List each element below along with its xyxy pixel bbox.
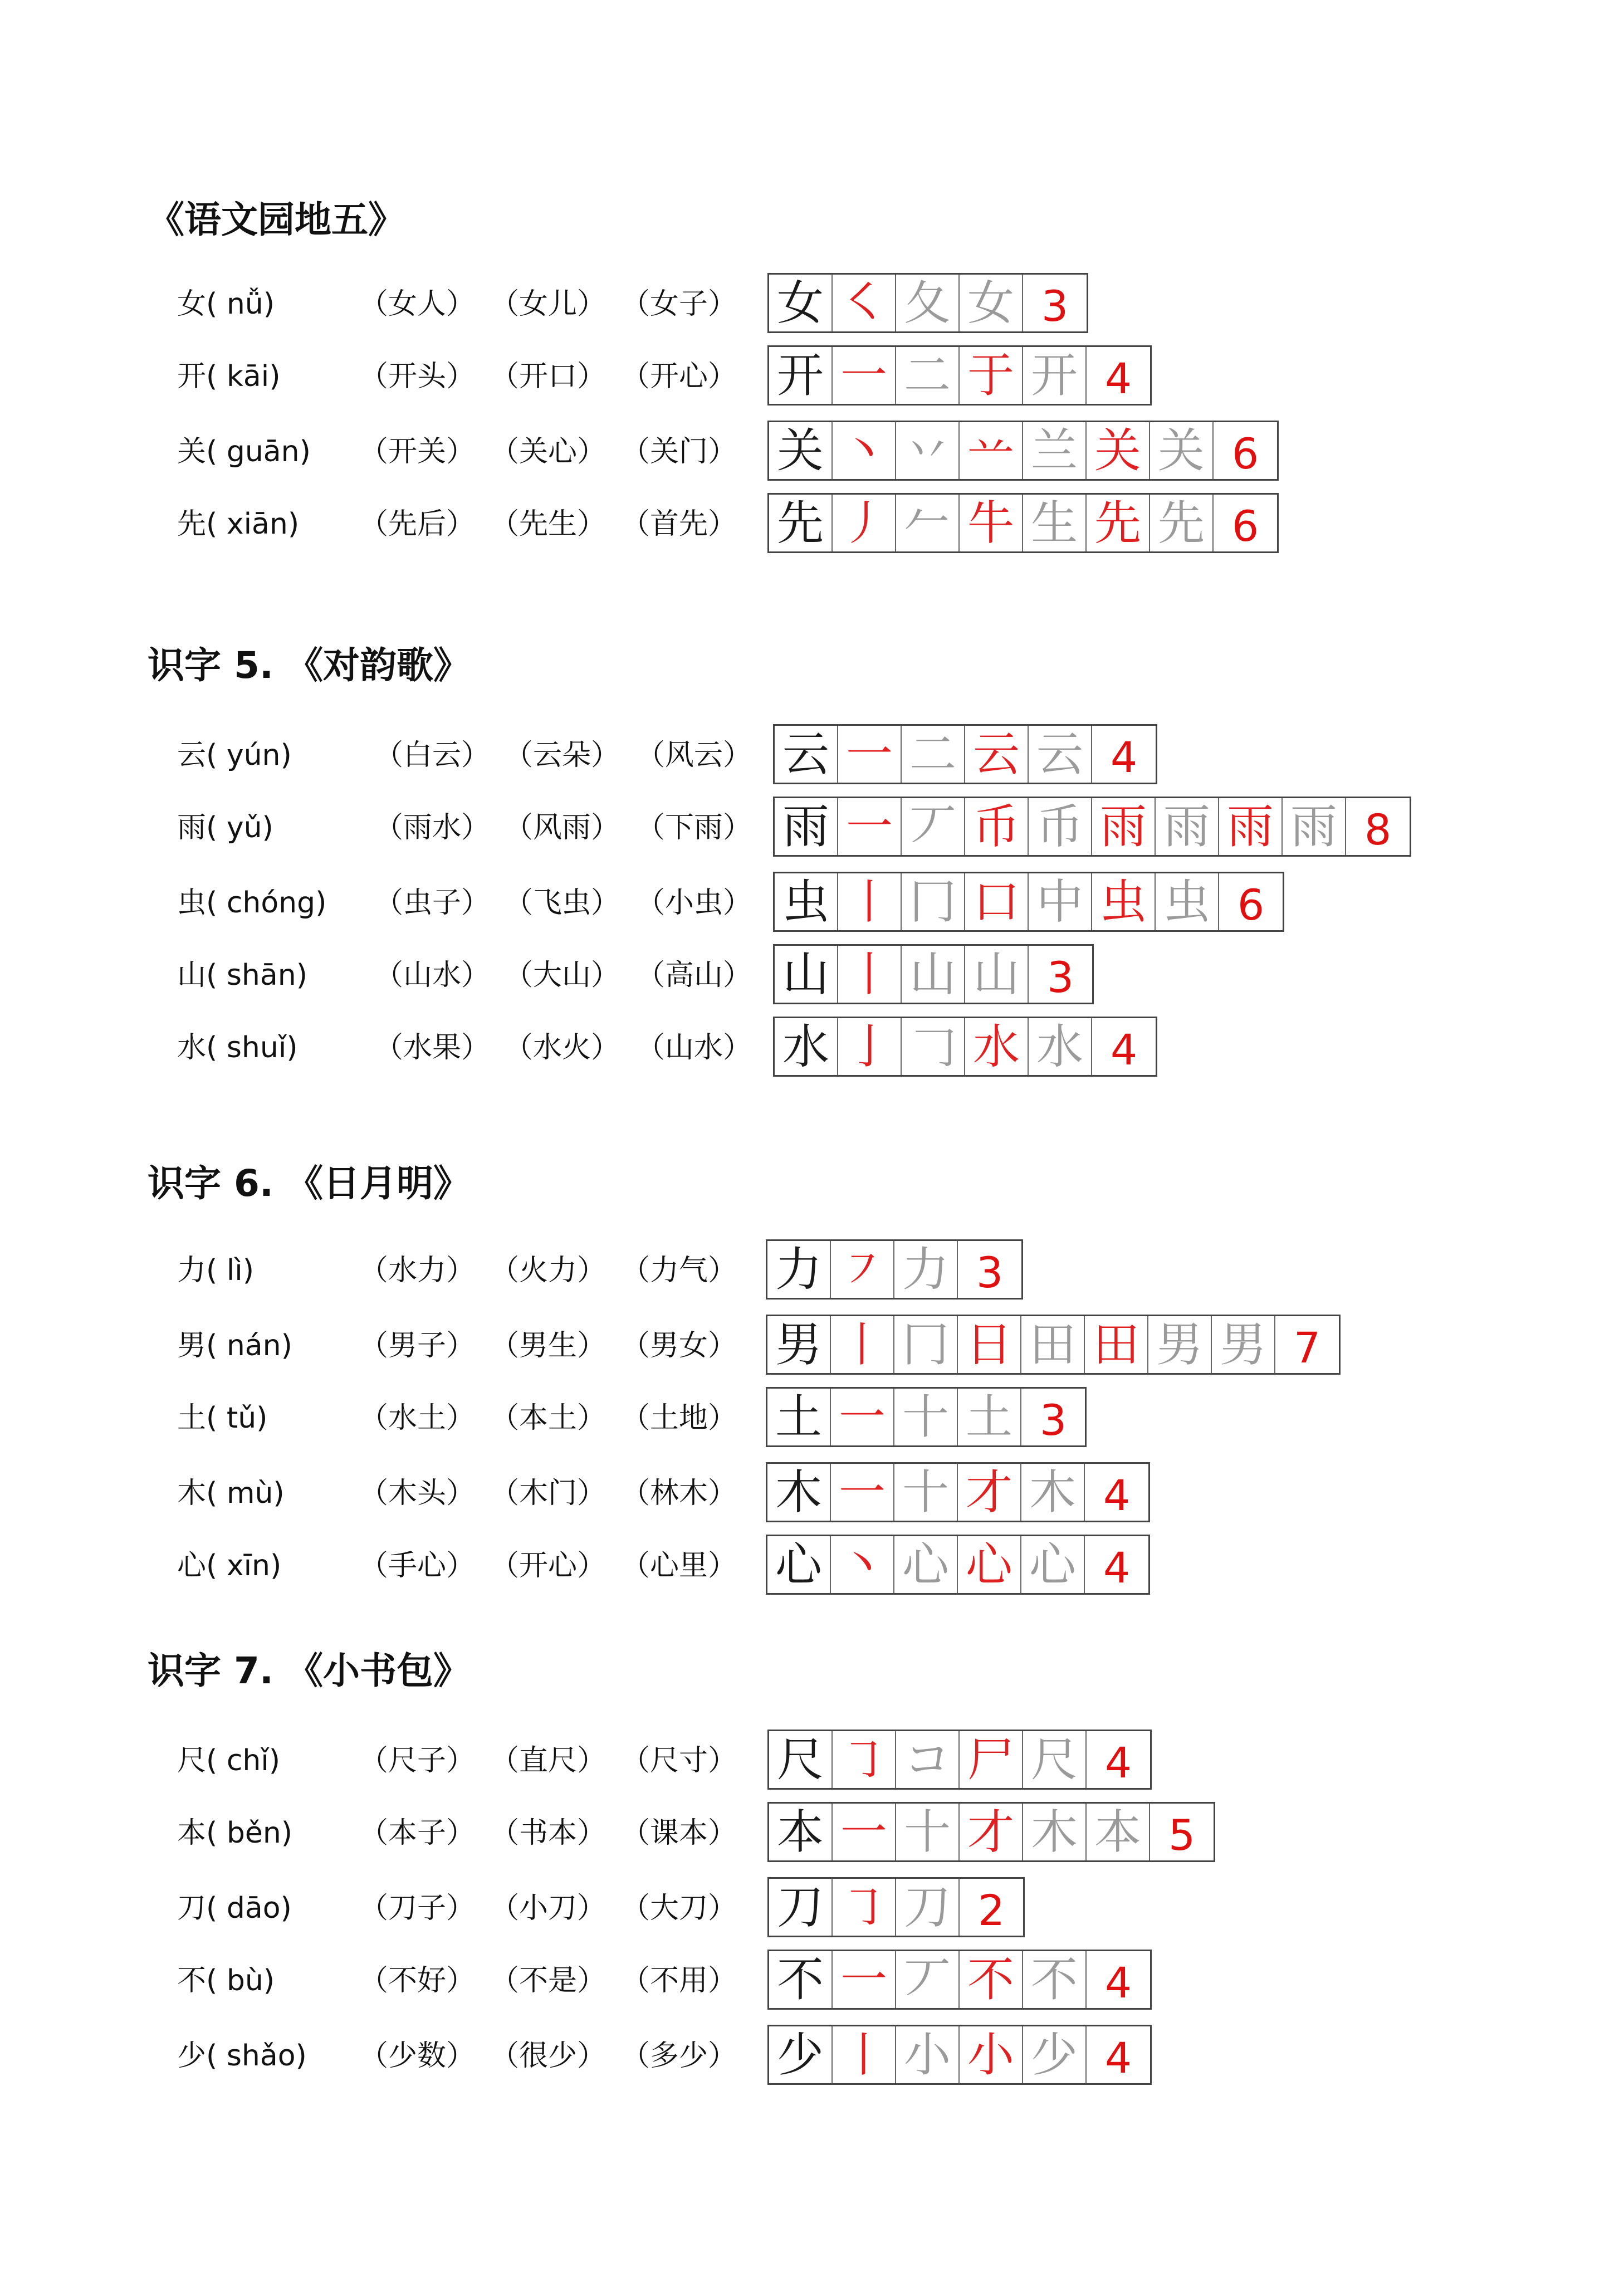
- vocab-word: （下雨）: [636, 811, 752, 844]
- stroke-step-cell: 尺: [1023, 1731, 1087, 1788]
- stroke-step-cell: 雨: [1092, 798, 1156, 855]
- model-character-cell: 木: [767, 1464, 831, 1521]
- character-row: [0, 1730, 1624, 1791]
- stroke-step-cell: 先: [1087, 495, 1150, 551]
- stroke-step-cell: 本: [1087, 1804, 1150, 1860]
- stroke-order-grid: [767, 2025, 1152, 2085]
- vocab-word: （课本）: [621, 1816, 737, 1850]
- stroke-step-cell: 山: [965, 946, 1029, 1003]
- character-row: [0, 944, 1624, 1005]
- stroke-step-cell: 口: [965, 873, 1029, 930]
- stroke-step-cell: 云: [1029, 726, 1092, 783]
- model-character-cell: 不: [769, 1951, 833, 2008]
- stroke-step-cell: 虫: [1092, 873, 1156, 930]
- vocab-word: （风雨）: [504, 811, 620, 844]
- stroke-step-cell: 丨: [838, 946, 902, 1003]
- character-pinyin: 女( nǚ): [177, 287, 275, 321]
- stroke-step-cell: 男: [1212, 1316, 1275, 1373]
- character-pinyin: 木( mù): [177, 1477, 285, 1510]
- model-character-cell: 本: [769, 1804, 833, 1860]
- stroke-step-cell: 先: [1150, 495, 1214, 551]
- character-pinyin: 力( lì): [177, 1254, 254, 1287]
- vocab-word: （小虫）: [636, 886, 752, 920]
- model-character-cell: 山: [775, 946, 838, 1003]
- stroke-step-cell: 水: [1029, 1018, 1092, 1075]
- stroke-step-cell: 才: [960, 1804, 1023, 1860]
- vocab-word: （尺寸）: [621, 1744, 737, 1777]
- character-row: [0, 797, 1624, 858]
- model-character-cell: 刀: [769, 1879, 833, 1936]
- stroke-step-cell: 心: [1021, 1536, 1085, 1593]
- model-character-cell: 关: [769, 422, 833, 479]
- model-character-cell: 水: [775, 1018, 838, 1075]
- character-pinyin: 不( bù): [177, 1964, 275, 1997]
- stroke-count: 3: [1046, 952, 1074, 1002]
- vocab-word: （水土）: [359, 1401, 476, 1435]
- character-row: [0, 872, 1624, 933]
- stroke-step-cell: 丿: [833, 495, 896, 551]
- stroke-order-grid: [767, 1802, 1215, 1862]
- character-row: [0, 421, 1624, 482]
- vocab-word: （木门）: [490, 1477, 606, 1510]
- stroke-step-cell: 一: [838, 726, 902, 783]
- vocab-word: （飞虫）: [504, 886, 620, 920]
- character-row: [0, 493, 1624, 554]
- vocab-word: （先后）: [359, 507, 476, 541]
- section-title: 识字 5. 《对韵歌》: [148, 644, 470, 687]
- stroke-step-cell: ㇇: [831, 1241, 894, 1298]
- vocab-word: （书本）: [490, 1816, 606, 1850]
- stroke-count: 3: [1041, 281, 1069, 331]
- stroke-count: 7: [1293, 1323, 1321, 1372]
- stroke-step-cell: 十: [896, 1804, 960, 1860]
- stroke-order-grid: [773, 1017, 1157, 1077]
- stroke-step-cell: コ: [896, 1731, 960, 1788]
- stroke-step-cell: 亅: [838, 1018, 902, 1075]
- character-row: [0, 2025, 1624, 2086]
- vocab-word: （山水）: [636, 1031, 752, 1064]
- character-pinyin: 虫( chóng): [177, 886, 327, 920]
- vocab-word: （雨水）: [374, 811, 491, 844]
- stroke-count: 6: [1237, 880, 1265, 930]
- vocab-word: （男子）: [359, 1329, 476, 1362]
- character-row: [0, 1387, 1624, 1448]
- vocab-word: （高山）: [636, 959, 752, 992]
- vocab-word: （男女）: [621, 1329, 737, 1362]
- character-pinyin: 先( xiān): [177, 507, 300, 541]
- character-row: [0, 1802, 1624, 1863]
- stroke-step-cell: ㇆: [833, 1731, 896, 1788]
- model-character-cell: 力: [767, 1241, 831, 1298]
- stroke-count: 4: [1110, 1025, 1138, 1074]
- vocab-word: （大刀）: [621, 1892, 737, 1925]
- model-character-cell: 女: [769, 275, 833, 331]
- stroke-step-cell: 心: [894, 1536, 958, 1593]
- character-row: [0, 1535, 1624, 1596]
- vocab-word: （手心）: [359, 1549, 476, 1582]
- stroke-step-cell: 木: [1021, 1464, 1085, 1521]
- character-row: [0, 1877, 1624, 1938]
- vocab-word: （力气）: [621, 1254, 737, 1287]
- vocab-word: （本子）: [359, 1816, 476, 1850]
- vocab-word: （少数）: [359, 2039, 476, 2073]
- stroke-step-cell: 一: [838, 798, 902, 855]
- character-pinyin: 本( běn): [177, 1816, 293, 1850]
- vocab-word: （不好）: [359, 1964, 476, 1997]
- vocab-word: （开心）: [490, 1549, 606, 1582]
- stroke-step-cell: 于: [960, 347, 1023, 404]
- stroke-step-cell: 牛: [960, 495, 1023, 551]
- vocab-word: （开心）: [621, 360, 737, 393]
- character-row: [0, 1239, 1624, 1301]
- stroke-count: 4: [1104, 354, 1132, 403]
- section-title: 识字 6. 《日月明》: [148, 1162, 470, 1205]
- stroke-step-cell: 小: [960, 2026, 1023, 2083]
- character-pinyin: 尺( chǐ): [177, 1744, 281, 1777]
- stroke-count: 6: [1231, 429, 1259, 478]
- vocab-word: （刀子）: [359, 1892, 476, 1925]
- character-pinyin: 心( xīn): [177, 1549, 282, 1582]
- stroke-order-grid: [773, 797, 1411, 857]
- stroke-order-grid: [767, 1730, 1152, 1790]
- stroke-order-grid: [773, 724, 1157, 784]
- stroke-step-cell: 关: [1150, 422, 1214, 479]
- stroke-order-grid: [766, 1239, 1023, 1300]
- stroke-count: 5: [1168, 1810, 1196, 1860]
- stroke-step-cell: 丶: [833, 422, 896, 479]
- stroke-step-cell: 虫: [1156, 873, 1219, 930]
- stroke-count: 4: [1104, 1958, 1132, 2007]
- stroke-step-cell: 币: [1029, 798, 1092, 855]
- stroke-order-grid: [767, 345, 1152, 406]
- stroke-step-cell: 十: [894, 1389, 958, 1445]
- stroke-step-cell: 夂: [896, 275, 960, 331]
- model-character-cell: 先: [769, 495, 833, 551]
- stroke-order-grid: [767, 1950, 1152, 2010]
- vocab-word: （女子）: [621, 287, 737, 321]
- stroke-step-cell: ㇛: [833, 275, 896, 331]
- model-character-cell: 尺: [769, 1731, 833, 1788]
- model-character-cell: 少: [769, 2026, 833, 2083]
- vocab-word: （不用）: [621, 1964, 737, 1997]
- vocab-word: （心里）: [621, 1549, 737, 1582]
- vocab-word: （本土）: [490, 1401, 606, 1435]
- stroke-order-grid: [773, 872, 1284, 932]
- stroke-count: 3: [976, 1248, 1004, 1297]
- stroke-step-cell: 土: [958, 1389, 1021, 1445]
- stroke-step-cell: 丷: [896, 422, 960, 479]
- vocab-word: （开口）: [490, 360, 606, 393]
- character-row: [0, 345, 1624, 407]
- stroke-step-cell: 水: [965, 1018, 1029, 1075]
- stroke-step-cell: 女: [960, 275, 1023, 331]
- stroke-step-cell: 关: [1087, 422, 1150, 479]
- stroke-order-grid: [767, 421, 1279, 481]
- vocab-word: （很少）: [490, 2039, 606, 2073]
- stroke-step-cell: 䒑: [960, 422, 1023, 479]
- stroke-step-cell: 一: [833, 1804, 896, 1860]
- character-pinyin: 山( shān): [177, 959, 307, 992]
- stroke-step-cell: 雨: [1219, 798, 1283, 855]
- stroke-step-cell: 丨: [833, 2026, 896, 2083]
- model-character-cell: 云: [775, 726, 838, 783]
- vocab-word: （木头）: [359, 1477, 476, 1510]
- stroke-count: 8: [1364, 805, 1392, 854]
- stroke-step-cell: 日: [958, 1316, 1021, 1373]
- stroke-step-cell: 𠂉: [896, 495, 960, 551]
- stroke-step-cell: 雨: [1283, 798, 1346, 855]
- stroke-step-cell: 币: [965, 798, 1029, 855]
- character-pinyin: 男( nán): [177, 1329, 292, 1362]
- character-row: [0, 1017, 1624, 1078]
- character-pinyin: 开( kāi): [177, 360, 281, 393]
- stroke-step-cell: 冂: [902, 873, 965, 930]
- stroke-count: 4: [1104, 1738, 1132, 1787]
- stroke-step-cell: 心: [958, 1536, 1021, 1593]
- model-character-cell: 土: [767, 1389, 831, 1445]
- character-pinyin: 少( shǎo): [177, 2039, 307, 2073]
- character-pinyin: 关( guān): [177, 435, 311, 468]
- stroke-step-cell: ㇆: [833, 1879, 896, 1936]
- vocab-word: （关门）: [621, 435, 737, 468]
- stroke-step-cell: 不: [1023, 1951, 1087, 2008]
- stroke-order-grid: [766, 1315, 1341, 1375]
- stroke-step-cell: 𠃌: [902, 1018, 965, 1075]
- model-character-cell: 雨: [775, 798, 838, 855]
- stroke-step-cell: 木: [1023, 1804, 1087, 1860]
- stroke-step-cell: 兰: [1023, 422, 1087, 479]
- stroke-step-cell: 雨: [1156, 798, 1219, 855]
- stroke-step-cell: 刀: [896, 1879, 960, 1936]
- stroke-count: 2: [977, 1885, 1005, 1935]
- vocab-word: （水火）: [504, 1031, 620, 1064]
- stroke-step-cell: 尸: [960, 1731, 1023, 1788]
- vocab-word: （林木）: [621, 1477, 737, 1510]
- vocab-word: （首先）: [621, 507, 737, 541]
- stroke-step-cell: 冂: [894, 1316, 958, 1373]
- stroke-step-cell: 力: [894, 1241, 958, 1298]
- stroke-order-grid: [767, 1877, 1025, 1937]
- vocab-word: （男生）: [490, 1329, 606, 1362]
- stroke-step-cell: 丨: [831, 1316, 894, 1373]
- stroke-order-grid: [766, 1535, 1150, 1595]
- stroke-order-grid: [766, 1462, 1150, 1522]
- model-character-cell: 男: [767, 1316, 831, 1373]
- character-pinyin: 雨( yǔ): [177, 811, 273, 844]
- section-title: 《语文园地五》: [148, 198, 405, 241]
- stroke-step-cell: 山: [902, 946, 965, 1003]
- stroke-count: 3: [1039, 1395, 1067, 1445]
- vocab-word: （大山）: [504, 959, 620, 992]
- vocab-word: （小刀）: [490, 1892, 606, 1925]
- character-pinyin: 刀( dāo): [177, 1892, 292, 1925]
- stroke-step-cell: 二: [902, 726, 965, 783]
- vocab-word: （水果）: [374, 1031, 491, 1064]
- vocab-word: （多少）: [621, 2039, 737, 2073]
- stroke-step-cell: 男: [1148, 1316, 1212, 1373]
- character-pinyin: 水( shuǐ): [177, 1031, 298, 1064]
- stroke-count: 6: [1231, 501, 1259, 551]
- stroke-count: 4: [1104, 2033, 1132, 2083]
- stroke-step-cell: 一: [833, 347, 896, 404]
- stroke-step-cell: 田: [1021, 1316, 1085, 1373]
- stroke-step-cell: 十: [894, 1464, 958, 1521]
- stroke-step-cell: 少: [1023, 2026, 1087, 2083]
- stroke-step-cell: 丶: [831, 1536, 894, 1593]
- stroke-step-cell: 一: [831, 1389, 894, 1445]
- vocab-word: （水力）: [359, 1254, 476, 1287]
- vocab-word: （虫子）: [374, 886, 491, 920]
- stroke-order-grid: [766, 1387, 1087, 1447]
- stroke-order-grid: [767, 493, 1279, 553]
- vocab-word: （先生）: [490, 507, 606, 541]
- model-character-cell: 心: [767, 1536, 831, 1593]
- vocab-word: （山水）: [374, 959, 491, 992]
- model-character-cell: 开: [769, 347, 833, 404]
- vocab-word: （开关）: [359, 435, 476, 468]
- stroke-step-cell: 生: [1023, 495, 1087, 551]
- stroke-count: 4: [1110, 732, 1138, 782]
- character-row: [0, 1462, 1624, 1523]
- stroke-step-cell: 一: [831, 1464, 894, 1521]
- section-title: 识字 7. 《小书包》: [148, 1649, 470, 1692]
- vocab-word: （白云）: [374, 739, 491, 772]
- stroke-step-cell: 开: [1023, 347, 1087, 404]
- vocab-word: （开头）: [359, 360, 476, 393]
- vocab-word: （女人）: [359, 287, 476, 321]
- character-row: [0, 1950, 1624, 2011]
- stroke-step-cell: 丆: [902, 798, 965, 855]
- stroke-step-cell: 田: [1085, 1316, 1148, 1373]
- character-row: [0, 1315, 1624, 1376]
- character-row: [0, 273, 1624, 334]
- vocab-word: （直尺）: [490, 1744, 606, 1777]
- stroke-count: 4: [1103, 1543, 1131, 1592]
- vocab-word: （火力）: [490, 1254, 606, 1287]
- model-character-cell: 虫: [775, 873, 838, 930]
- vocab-word: （土地）: [621, 1401, 737, 1435]
- vocab-word: （云朵）: [504, 739, 620, 772]
- vocab-word: （尺子）: [359, 1744, 476, 1777]
- stroke-step-cell: 才: [958, 1464, 1021, 1521]
- stroke-step-cell: 丨: [838, 873, 902, 930]
- stroke-step-cell: 云: [965, 726, 1029, 783]
- character-pinyin: 云( yún): [177, 739, 292, 772]
- stroke-step-cell: 不: [960, 1951, 1023, 2008]
- character-row: [0, 724, 1624, 785]
- vocab-word: （风云）: [636, 739, 752, 772]
- stroke-step-cell: 小: [896, 2026, 960, 2083]
- vocab-word: （关心）: [490, 435, 606, 468]
- stroke-step-cell: 一: [833, 1951, 896, 2008]
- character-pinyin: 土( tǔ): [177, 1401, 268, 1435]
- stroke-order-grid: [773, 944, 1094, 1004]
- stroke-step-cell: 二: [896, 347, 960, 404]
- vocab-word: （不是）: [490, 1964, 606, 1997]
- stroke-step-cell: 中: [1029, 873, 1092, 930]
- stroke-step-cell: 丆: [896, 1951, 960, 2008]
- vocab-word: （女儿）: [490, 287, 606, 321]
- stroke-order-grid: [767, 273, 1088, 333]
- stroke-count: 4: [1103, 1471, 1131, 1520]
